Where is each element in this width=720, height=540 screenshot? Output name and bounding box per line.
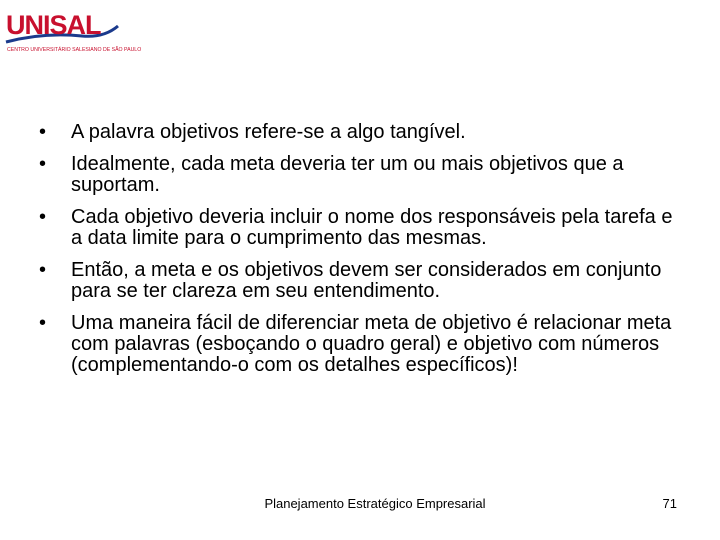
- page-number: 71: [662, 496, 677, 511]
- bullet-item: [30, 313, 680, 376]
- bullet-item: [30, 122, 680, 143]
- logo-subtitle: CENTRO UNIVERSITÁRIO SALESIANO DE SÃO PAULO: [7, 47, 142, 53]
- bullet-item: [30, 154, 680, 196]
- bullet-marker: •: [39, 153, 47, 175]
- unisal-logo-graphic: [4, 6, 142, 58]
- bullet-item: [30, 207, 680, 249]
- bullet-list: [30, 122, 680, 387]
- bullet-marker: •: [39, 206, 47, 228]
- bullet-text: A palavra objetivos refere-se a algo tangível.: [71, 121, 466, 143]
- bullet-text: Idealmente, cada meta deveria ter um ou mais objetivos que a suportam.: [71, 153, 624, 196]
- bullet-text: Então, a meta e os objetivos devem ser considerados em conjunto para se ter clareza em seu entendimento.: [71, 259, 662, 302]
- bullet-item: [30, 260, 680, 302]
- bullet-text: Uma maneira fácil de diferenciar meta de objetivo é relacionar meta com palavras (esboçando o quadro geral) e objetivo com números (complementando-o com os detalhes específicos)!: [71, 312, 672, 376]
- bullet-text: Cada objetivo deveria incluir o nome dos responsáveis pela tarefa e a data limite para o cumprimento das mesmas.: [71, 206, 673, 249]
- footer-title: Planejamento Estratégico Empresarial: [264, 496, 486, 511]
- bullet-marker: •: [39, 259, 47, 281]
- unisal-logo: [4, 6, 142, 58]
- bullet-marker: •: [39, 121, 47, 143]
- bullet-marker: •: [39, 312, 47, 334]
- logo-wordmark: UNISAL: [6, 10, 101, 40]
